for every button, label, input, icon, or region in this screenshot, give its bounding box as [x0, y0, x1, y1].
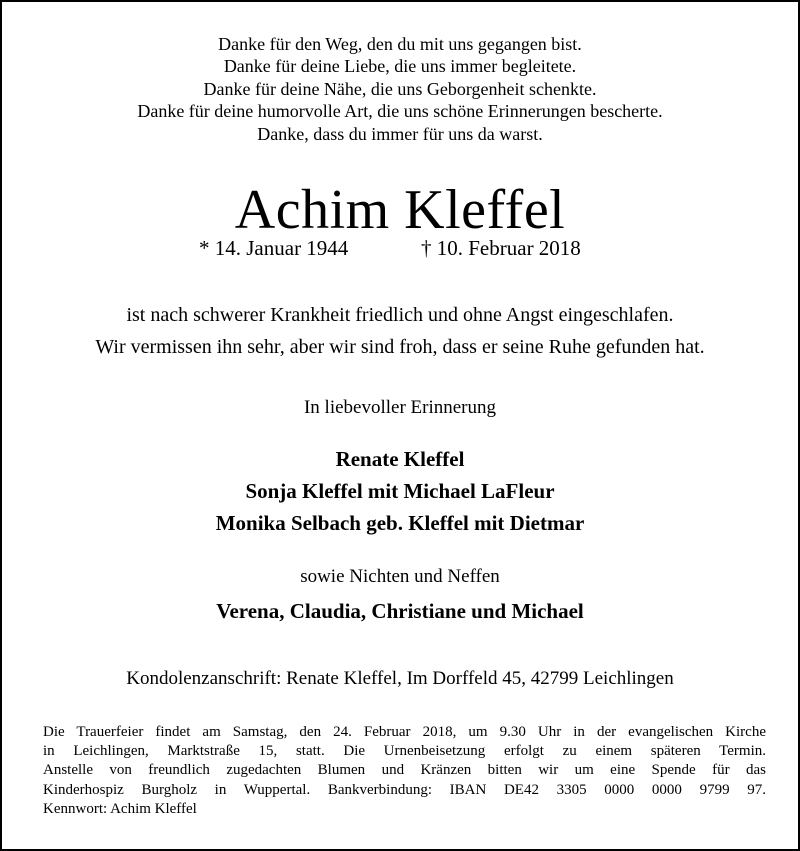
service-details-line: Anstelle von freundlich zugedachten Blumen und Kränzen bitten wir um eine Spende für das — [43, 762, 766, 779]
mourning-intro: In liebevoller Erinnerung — [303, 397, 497, 418]
service-details — [43, 723, 766, 819]
poem-line: Danke für deine Nähe, die uns Geborgenheit schenkte. — [203, 78, 597, 99]
poem-line: Danke, dass du immer für uns da warst. — [257, 123, 543, 144]
poem — [2, 33, 798, 145]
service-details-line: Die Trauerfeier findet am Samstag, den 24. Februar 2018, um 9.30 Uhr in der evangelischen Kirche — [43, 724, 766, 740]
mourner-list — [2, 443, 798, 539]
death-date: † 10. Februar 2018 — [421, 236, 581, 260]
mourner-name: Monika Selbach geb. Kleffel mit Dietmar — [215, 511, 585, 535]
relatives-intro: sowie Nichten und Neffen — [300, 566, 500, 587]
birth-date: * 14. Januar 1944 — [199, 236, 349, 260]
poem-line: Danke für deine humorvolle Art, die uns schöne Erinnerungen bescherte. — [137, 101, 663, 122]
poem-line: Danke für deine Liebe, die uns immer begleitete. — [223, 56, 577, 77]
deceased-name: Achim Kleffel — [234, 179, 566, 241]
mourner-name: Renate Kleffel — [335, 447, 465, 471]
statement-line: ist nach schwerer Krankheit friedlich und ohne Angst eingeschlafen. — [126, 304, 674, 326]
statement-line: Wir vermissen ihn sehr, aber wir sind froh, dass er seine Ruhe gefunden hat. — [95, 336, 705, 358]
service-details-line: Kinderhospiz Burgholz in Wuppertal. Bankverbindung: IBAN DE42 3305 0000 0000 9799 97. — [43, 781, 766, 798]
statement — [2, 299, 798, 363]
service-details-line: in Leichlingen, Marktstraße 15, statt. Die Urnenbeisetzung erfolgt zu einem späteren Termin. — [43, 743, 766, 760]
poem-line: Danke für den Weg, den du mit uns gegangen bist. — [218, 34, 582, 54]
relatives-names: Verena, Claudia, Christiane und Michael — [216, 599, 584, 623]
service-details-line: Kennwort: Achim Kleffel — [43, 800, 197, 817]
condolence-address: Kondolenzanschrift: Renate Kleffel, Im Dorffeld 45, 42799 Leichlingen — [126, 668, 674, 689]
mourner-name: Sonja Kleffel mit Michael LaFleur — [245, 479, 555, 503]
